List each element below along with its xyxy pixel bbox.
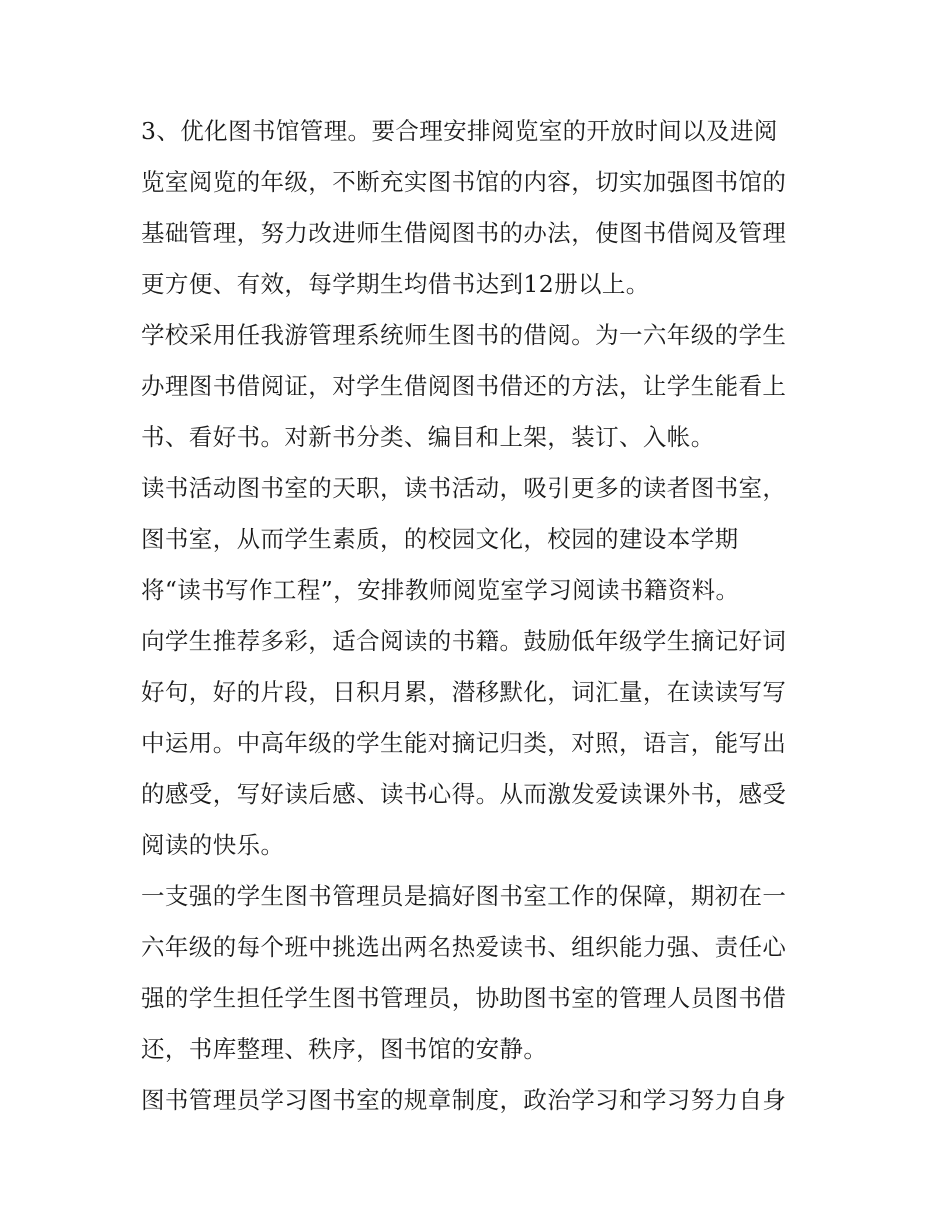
- text-line: 阅读的快乐。: [141, 831, 285, 859]
- text-line: 好句，好的片段，日积月累，潜移默化，词汇量，在读读写写: [141, 678, 787, 706]
- text-line: 还，书库整理、秩序，图书馆的安静。: [141, 1035, 548, 1063]
- text-line: 图书管理员学习图书室的规章制度，政治学习和学习努力自身: [141, 1086, 787, 1114]
- text-line: 强的学生担任学生图书管理员，协助图书室的管理人员图书借: [141, 984, 787, 1012]
- text-line: 更方便、有效，每学期生均借书达到12册以上。: [141, 270, 650, 298]
- text-line: 3、优化图书馆管理。要合理安排阅览室的开放时间以及进阅: [141, 117, 778, 145]
- text-line: 六年级的每个班中挑选出两名热爱读书、组织能力强、责任心: [141, 933, 787, 961]
- text-line: 向学生推荐多彩，适合阅读的书籍。鼓励低年级学生摘记好词: [141, 627, 787, 655]
- text-line: 办理图书借阅证，对学生借阅图书借还的方法，让学生能看上: [141, 372, 787, 400]
- document-body: [141, 106, 821, 1126]
- text-line: 基础管理，努力改进师生借阅图书的办法，使图书借阅及管理: [141, 219, 787, 247]
- text-line: 书、看好书。对新书分类、编目和上架，装订、入帐。: [141, 423, 715, 451]
- text-line: 中运用。中高年级的学生能对摘记归类，对照，语言，能写出: [141, 729, 787, 757]
- text-line: 览室阅览的年级，不断充实图书馆的内容，切实加强图书馆的: [141, 168, 787, 196]
- text-line: 图书室，从而学生素质，的校园文化，校园的建设本学期: [141, 525, 739, 553]
- text-line: 将“读书写作工程”，安排教师阅览室学习阅读书籍资料。: [141, 576, 740, 604]
- text-line: 一支强的学生图书管理员是搞好图书室工作的保障，期初在一: [141, 882, 787, 910]
- text-line: 学校采用任我游管理系统师生图书的借阅。为一六年级的学生: [141, 321, 787, 349]
- text-line: 的感受，写好读后感、读书心得。从而激发爱读课外书，感受: [141, 780, 787, 808]
- text-line: 读书活动图书室的天职，读书活动，吸引更多的读者图书室，: [141, 474, 787, 502]
